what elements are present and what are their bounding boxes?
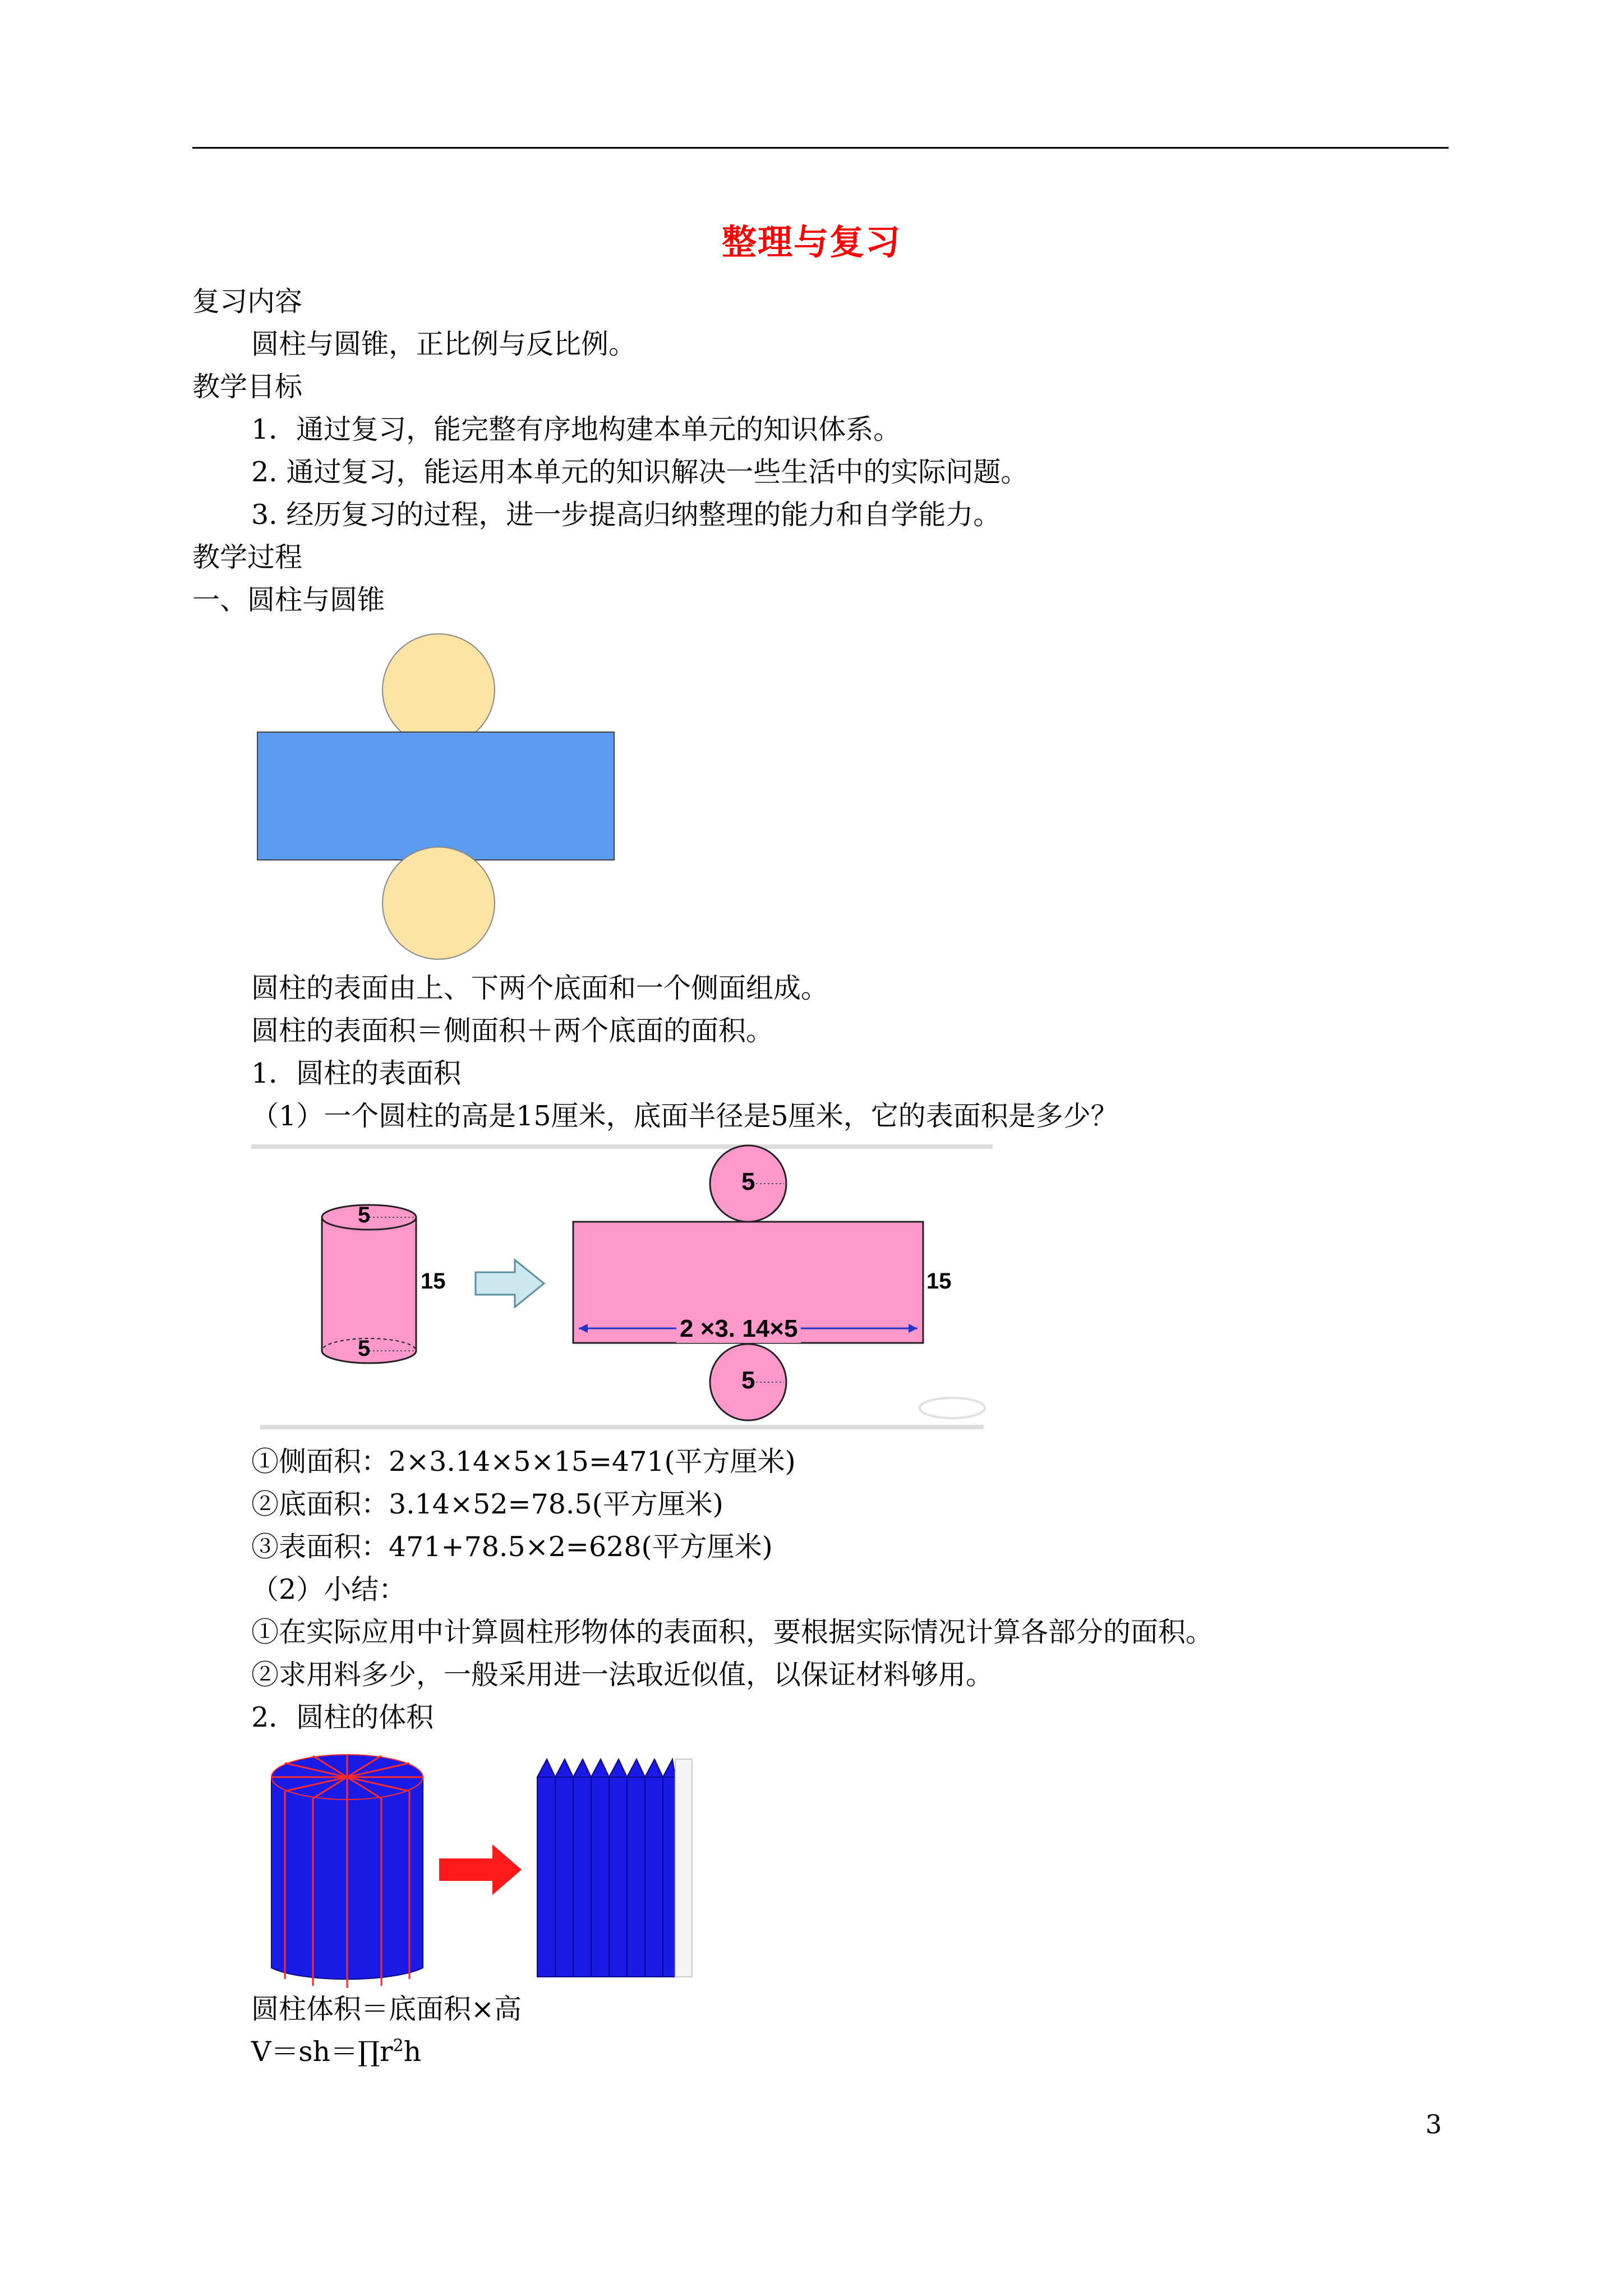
process-heading: 教学过程 <box>192 541 303 573</box>
sub1-heading: 1．圆柱的表面积 <box>251 1057 462 1089</box>
part1-heading: 一、圆柱与圆锥 <box>192 584 385 616</box>
height-label-net: 15 <box>926 1269 952 1294</box>
volume-symbolic-exponent: 2 <box>393 2036 404 2056</box>
problem-1: （1）一个圆柱的高是15厘米，底面半径是5厘米，它的表面积是多少？ <box>251 1100 1118 1132</box>
page-number: 3 <box>1425 2109 1442 2139</box>
radius-label-cylinder-bottom: 5 <box>358 1336 371 1361</box>
calc-total: ③表面积：471+78.5×2=628(平方厘米) <box>251 1531 773 1563</box>
volume-formula: 圆柱体积＝底面积×高 <box>251 1993 522 2025</box>
review-content-heading: 复习内容 <box>192 286 303 318</box>
right-arrow-icon <box>476 1260 544 1307</box>
length-label-net: 2 ×3. 14×5 <box>676 1315 801 1343</box>
header-rule <box>192 147 1449 149</box>
radius-label-net-bottom: 5 <box>741 1366 755 1394</box>
radius-label-net-top: 5 <box>741 1168 755 1195</box>
page-title: 整理与复习 <box>721 222 901 263</box>
red-arrow-icon <box>439 1844 522 1895</box>
surface-desc: 圆柱的表面由上、下两个底面和一个侧面组成。 <box>251 972 829 1004</box>
summary-item: ②求用料多少，一般采用进一法取近似值，以保证材料够用。 <box>251 1659 994 1691</box>
volume-symbolic-suffix: h <box>403 2036 422 2068</box>
volume-symbolic <box>251 2035 421 2069</box>
goal-item: 1．通过复习，能完整有序地构建本单元的知识体系。 <box>251 413 901 445</box>
height-label-cylinder: 15 <box>421 1269 446 1294</box>
net-top-circle <box>382 634 495 746</box>
summary-heading: （2）小结： <box>251 1573 407 1605</box>
goal-item: 2. 通过复习，能运用本单元的知识解决一些生活中的实际问题。 <box>251 456 1029 488</box>
goal-item: 3. 经历复习的过程，进一步提高归纳整理的能力和自学能力。 <box>251 499 1001 531</box>
cylinder-net-figure <box>255 628 620 965</box>
volume-symbolic-prefix: V＝sh＝∏r <box>251 2036 393 2068</box>
surface-formula: 圆柱的表面积＝侧面积＋两个底面的面积。 <box>251 1015 774 1047</box>
sub2-heading: 2．圆柱的体积 <box>251 1701 434 1733</box>
calc-lateral: ①侧面积：2×3.14×5×15=471(平方厘米) <box>251 1446 796 1478</box>
net-bottom-circle <box>382 847 495 959</box>
blue-prism-body <box>537 1777 675 1977</box>
net-lateral-rect <box>257 732 614 860</box>
radius-label-cylinder-top: 5 <box>358 1203 371 1227</box>
review-content-text: 圆柱与圆锥，正比例与反比例。 <box>251 328 637 360</box>
cylinder-surface-figure <box>251 1144 993 1442</box>
goals-heading: 教学目标 <box>192 371 303 403</box>
blue-prism-teeth <box>537 1759 675 1777</box>
calc-base: ②底面积：3.14×52=78.5(平方厘米) <box>251 1488 723 1520</box>
summary-item: ①在实际应用中计算圆柱形物体的表面积，要根据实际情况计算各部分的面积。 <box>251 1616 1214 1648</box>
cylinder-volume-figure <box>251 1743 722 1990</box>
